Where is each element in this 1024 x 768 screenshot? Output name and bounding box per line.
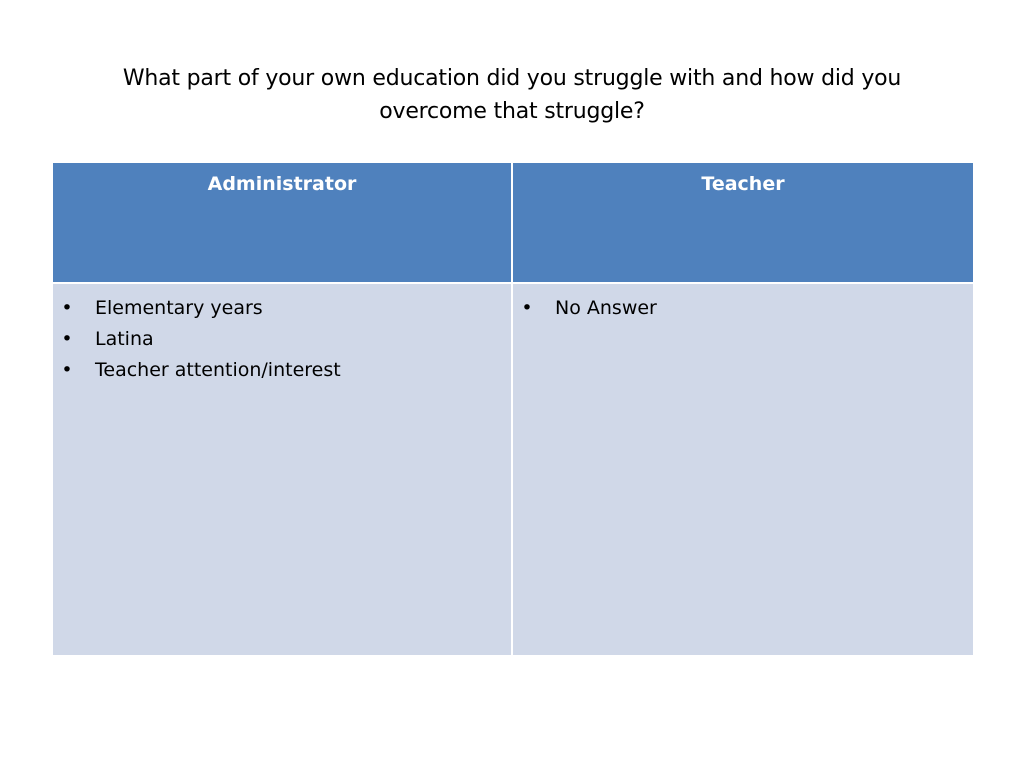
teacher-list	[513, 293, 973, 324]
cell-administrator	[52, 283, 512, 656]
table-row	[52, 283, 974, 656]
cell-teacher	[512, 283, 974, 656]
header-teacher: Teacher	[512, 162, 974, 283]
list-item	[53, 324, 511, 355]
responses-table	[51, 161, 975, 657]
list-item-text: Latina	[95, 328, 154, 350]
list-item-text: No Answer	[555, 297, 657, 319]
header-administrator: Administrator	[52, 162, 512, 283]
bullet-icon: •	[61, 297, 73, 319]
list-item	[53, 355, 511, 386]
list-item	[513, 293, 973, 324]
bullet-icon: •	[61, 359, 73, 381]
slide-title: What part of your own education did you struggle with and how did you overcome that struggle?	[122, 66, 902, 124]
list-item-text: Teacher attention/interest	[95, 359, 341, 381]
administrator-list	[53, 293, 511, 386]
table-header-row	[52, 162, 974, 283]
list-item-text: Elementary years	[95, 297, 263, 319]
list-item	[53, 293, 511, 324]
bullet-icon: •	[61, 328, 73, 350]
bullet-icon: •	[521, 297, 533, 319]
